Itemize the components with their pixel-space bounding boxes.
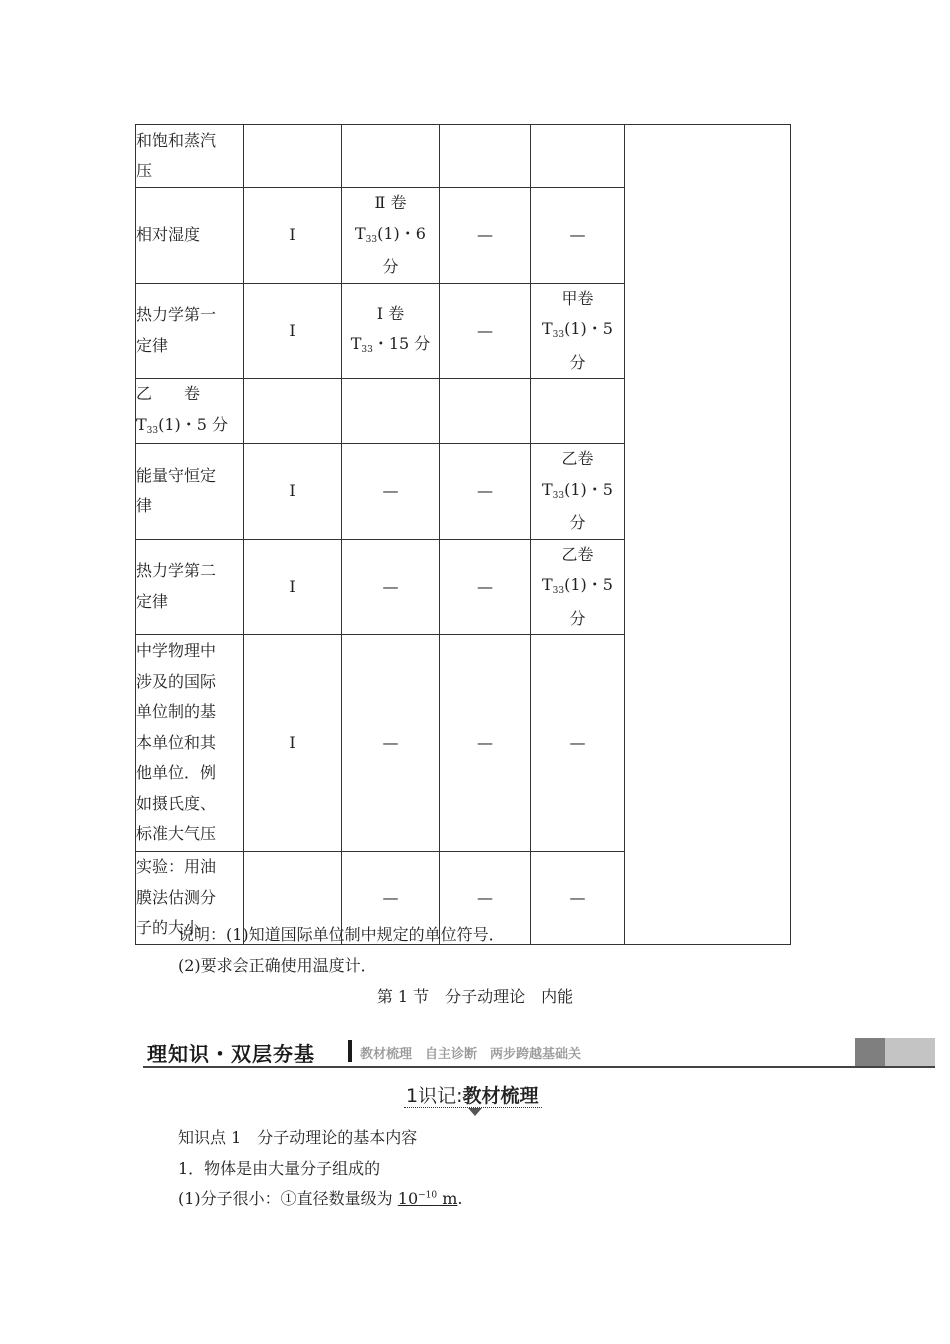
item-text: (1)分子很小：①直径数量级为: [178, 1189, 398, 1208]
banner-decor-dark: [855, 1038, 885, 1066]
exam-cell: —: [440, 852, 531, 945]
exam-cell: [440, 379, 531, 444]
topic-cell: 热力学第二 定律: [136, 539, 244, 635]
topic-cell: 相对湿度: [136, 188, 244, 284]
exam-cell: —: [342, 539, 440, 635]
exam-cell: —: [531, 188, 625, 284]
answer-blank: $10^{-10}$ m: [397, 1189, 458, 1208]
syllabus-table: [135, 124, 791, 945]
exam-cell: —: [440, 283, 531, 379]
exam-cell: Ⅰ 卷 $T_{33}$・15 分: [342, 283, 440, 379]
banner-decor-light: [885, 1038, 935, 1066]
topic-cell: 实验：用油 膜法估测分 子的大小: [136, 852, 244, 945]
down-triangle-icon: [468, 1108, 482, 1116]
requirement-cell: [244, 125, 342, 188]
exam-cell: —: [342, 635, 440, 852]
subheading-memorize: [404, 1081, 544, 1121]
section-title: 第 1 节 分子动理论 内能: [376, 987, 574, 1006]
exam-cell: [342, 379, 440, 444]
subheading-label: 识记:: [418, 1085, 463, 1107]
subheading-number: 1: [406, 1085, 419, 1107]
note-line-2: (2)要求会正确使用温度计．: [178, 956, 377, 975]
list-item-1-1: (1)分子很小：①直径数量级为 $10^{-10}$ m.: [178, 1189, 463, 1208]
exam-cell: 甲卷 $T_{33}(1)$・5 分: [531, 283, 625, 379]
notes-column-cell: [625, 125, 791, 945]
banner-subtitle: 教材梳理 自主诊断 两步跨越基础关: [360, 1047, 582, 1062]
topic-cell: 和饱和蒸汽 压: [136, 125, 244, 188]
exam-cell: Ⅱ 卷 $T_{33}(1)$・6 分: [342, 188, 440, 284]
exam-cell: —: [440, 444, 531, 540]
exam-cell: 乙卷 $T_{33}(1)$・5 分: [531, 539, 625, 635]
exam-cell: [440, 125, 531, 188]
exam-cell: [531, 125, 625, 188]
banner-divider: [348, 1040, 352, 1062]
note-line-1: 说明：(1)知道国际单位制中规定的单位符号．: [178, 925, 505, 944]
exam-cell: —: [342, 852, 440, 945]
section-banner: [143, 1038, 935, 1070]
exam-cell: —: [440, 539, 531, 635]
requirement-cell: Ⅰ: [244, 444, 342, 540]
requirement-cell: Ⅰ: [244, 188, 342, 284]
topic-cell: 中学物理中 涉及的国际 单位制的基 本单位和其 他单位．例 如摄氏度、 标准大气压: [136, 635, 244, 852]
exam-cell: [531, 379, 625, 444]
requirement-cell: Ⅰ: [244, 539, 342, 635]
knowledge-point-heading: 知识点 1 分子动理论的基本内容: [178, 1128, 418, 1147]
exam-cell: —: [440, 188, 531, 284]
banner-rule: [143, 1066, 935, 1068]
banner-title: 理知识・双层夯基: [147, 1042, 315, 1066]
exam-cell: [342, 125, 440, 188]
requirement-cell: Ⅰ: [244, 283, 342, 379]
table-row: [136, 125, 791, 188]
requirement-cell: [244, 379, 342, 444]
topic-cell: 乙 卷 $T_{33}(1)$・5 分: [136, 379, 244, 444]
exam-cell: —: [342, 444, 440, 540]
exam-cell: —: [440, 635, 531, 852]
list-item-1: 1．物体是由大量分子组成的: [178, 1159, 381, 1178]
requirement-cell: Ⅰ: [244, 635, 342, 852]
subheading-bold: 教材梳理: [462, 1085, 539, 1107]
exam-cell: —: [531, 852, 625, 945]
topic-cell: 热力学第一 定律: [136, 283, 244, 379]
exam-cell: 乙卷 $T_{33}(1)$・5 分: [531, 444, 625, 540]
topic-cell: 能量守恒定 律: [136, 444, 244, 540]
exam-cell: —: [531, 635, 625, 852]
